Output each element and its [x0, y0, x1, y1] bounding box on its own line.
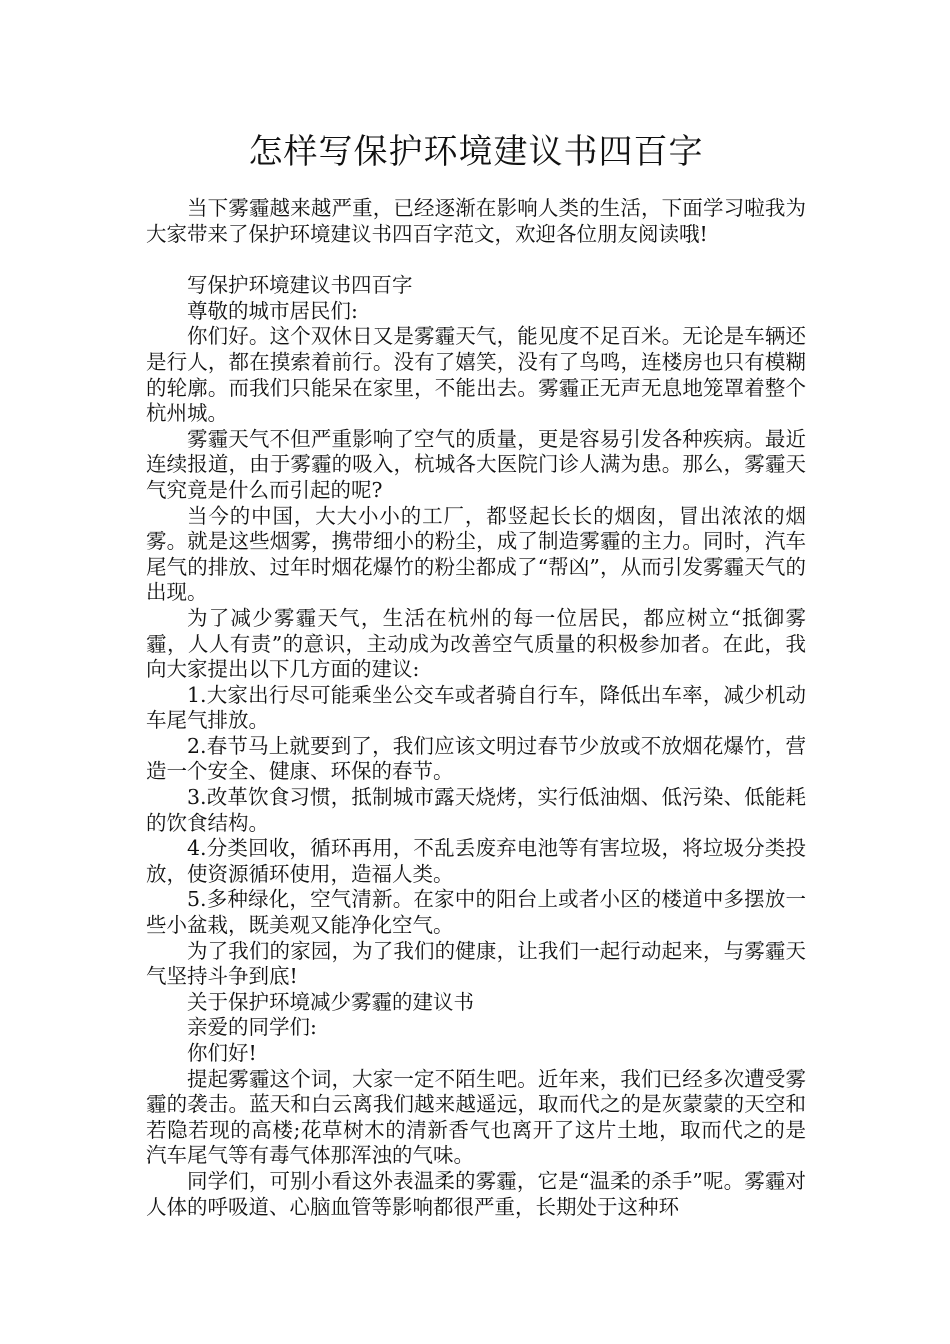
suggestion-item-4: 4.分类回收，循环再用，不乱丢废弃电池等有害垃圾，将垃圾分类投放，使资源循环使用，造福人类。: [146, 836, 806, 886]
suggestion-item-5: 5.多种绿化，空气清新。在家中的阳台上或者小区的楼道中多摆放一些小盆栽，既美观又能净化空气。: [146, 887, 806, 938]
document-title: 怎样写保护环境建议书四百字: [248, 132, 704, 172]
letter1-paragraph: 雾霾天气不但严重影响了空气的质量，更是容易引发各种疾病。最近连续报道，由于雾霾的吸入，杭城各大医院门诊人满为患。那么，雾霾天气究竟是什么而引起的呢?: [146, 426, 806, 502]
letter1-salutation: 尊敬的城市居民们:: [187, 298, 358, 323]
letter2-paragraph: 提起雾霾这个词，大家一定不陌生吧。近年来，我们已经多次遭受雾霾的袭击。蓝天和白云离我们越来越遥远，取而代之的是灰蒙蒙的天空和若隐若现的高楼;花草树木的清新香气也离开了这片土地，取而代之的是汽车尾气等有毒气体那浑浊的气味。: [146, 1066, 806, 1168]
suggestion-item-1: 1.大家出行尽可能乘坐公交车或者骑自行车，降低出车率，减少机动车尾气排放。: [146, 682, 806, 733]
letter2-salutation: 亲爱的同学们:: [187, 1015, 317, 1040]
intro-paragraph: 当下雾霾越来越严重，已经逐渐在影响人类的生活，下面学习啦我为大家带来了保护环境建议书四百字范文，欢迎各位朋友阅读哦!: [146, 196, 806, 246]
letter2-greeting: 你们好!: [187, 1041, 257, 1065]
letter2-paragraph: 同学们，可别小看这外表温柔的雾霾，它是“温柔的杀手”呢。雾霾对人体的呼吸道、心脑血管等影响都很严重，长期处于这种环: [146, 1168, 806, 1219]
letter1-paragraph: 你们好。这个双休日又是雾霾天气，能见度不足百米。无论是车辆还是行人，都在摸索着前行。没有了嬉笑，没有了鸟鸣，连楼房也只有模糊的轮廓。而我们只能呆在家里，不能出去。雾霾正无声无息地笼罩着整个杭州城。: [146, 324, 806, 426]
letter1-heading: 写保护环境建议书四百字: [187, 273, 413, 298]
letter1-closing: 为了我们的家园，为了我们的健康，让我们一起行动起来，与雾霾天气坚持斗争到底!: [146, 938, 806, 989]
letter2-heading: 关于保护环境减少雾霾的建议书: [187, 989, 474, 1014]
document-page: [146, 130, 806, 1220]
letter1-paragraph: 为了减少雾霾天气，生活在杭州的每一位居民，都应树立“抵御雾霾，人人有责”的意识，主动成为改善空气质量的积极参加者。在此，我向大家提出以下几方面的建议:: [146, 605, 806, 682]
letter1-paragraph: 当今的中国，大大小小的工厂，都竖起长长的烟囱，冒出浓浓的烟雾。就是这些烟雾，携带细小的粉尘，成了制造雾霾的主力。同时，汽车尾气的排放、过年时烟花爆竹的粉尘都成了“帮凶”，从而引发雾霾天气的出现。: [146, 503, 806, 605]
suggestion-item-3: 3.改革饮食习惯，抵制城市露天烧烤，实行低油烟、低污染、低能耗的饮食结构。: [146, 785, 806, 835]
suggestion-item-2: 2.春节马上就要到了，我们应该文明过春节少放或不放烟花爆竹，营造一个安全、健康、环保的春节。: [146, 733, 806, 784]
paragraph-gap: [146, 247, 806, 273]
